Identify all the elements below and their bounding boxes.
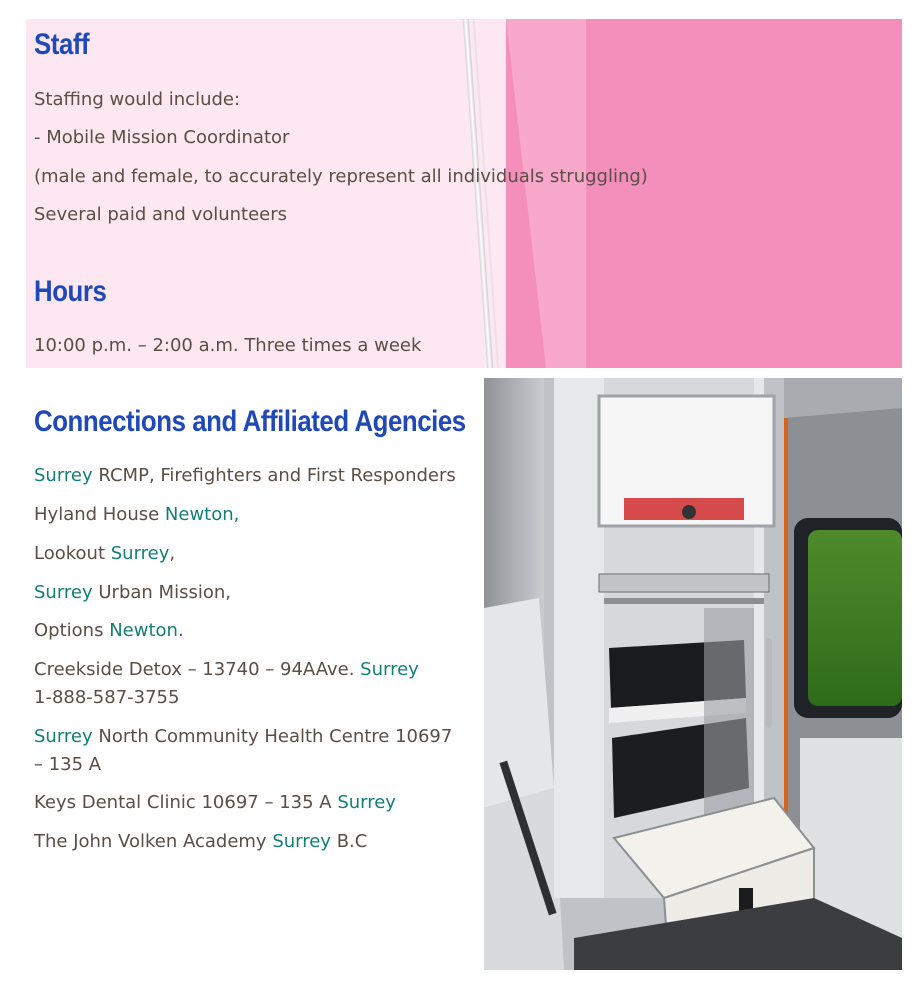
connection-link[interactable]: Surrey	[110, 543, 170, 564]
connection-link[interactable]: Surrey	[360, 659, 419, 680]
staff-line-2: - Mobile Mission Coordinator	[34, 127, 290, 148]
connection-item-6: Creekside Detox – 13740 – 94AAve. Surrey	[34, 659, 419, 680]
hours-text: 10:00 p.m. – 2:00 a.m. Three times a week	[34, 335, 422, 356]
staff-line-4: Several paid and volunteers	[34, 204, 288, 225]
staff-line-1: Staffing would include:	[34, 89, 241, 110]
connection-item-4: Surrey Urban Mission,	[34, 582, 231, 603]
connection-item-7-line2: – 135 A	[34, 754, 102, 775]
connection-item-3: Lookout Surrey,	[34, 543, 176, 564]
connection-item-7: Surrey North Community Health Centre 10697	[34, 726, 453, 747]
connection-item-6-phone: 1-888-587-3755	[34, 687, 180, 708]
staff-hours-panel	[26, 19, 902, 368]
connection-link[interactable]: Surrey	[34, 726, 93, 747]
connection-item-8: Keys Dental Clinic 10697 – 135 A Surrey	[34, 792, 396, 813]
connection-link[interactable]: Surrey	[337, 792, 396, 813]
connection-item-9: The John Volken Academy Surrey B.C	[34, 831, 368, 852]
connection-link[interactable]: Newton,	[164, 504, 240, 525]
van-interior-illustration	[484, 378, 902, 970]
connection-item-2: Hyland House Newton,	[34, 504, 240, 525]
van-interior-photo	[484, 378, 902, 970]
connection-link[interactable]: Surrey	[34, 582, 93, 603]
hours-heading: Hours	[34, 275, 107, 308]
connections-heading: Connections and Affiliated Agencies	[34, 405, 466, 438]
staff-heading: Staff	[34, 28, 90, 61]
connection-item-1: Surrey RCMP, Firefighters and First Responders	[34, 465, 456, 486]
connection-link[interactable]: Surrey	[272, 831, 331, 852]
staff-line-3: (male and female, to accurately represent all individuals struggling)	[34, 166, 648, 187]
connection-link[interactable]: Surrey	[34, 465, 93, 486]
connection-item-5: Options Newton.	[34, 620, 184, 641]
connection-link[interactable]: Newton	[109, 620, 178, 641]
